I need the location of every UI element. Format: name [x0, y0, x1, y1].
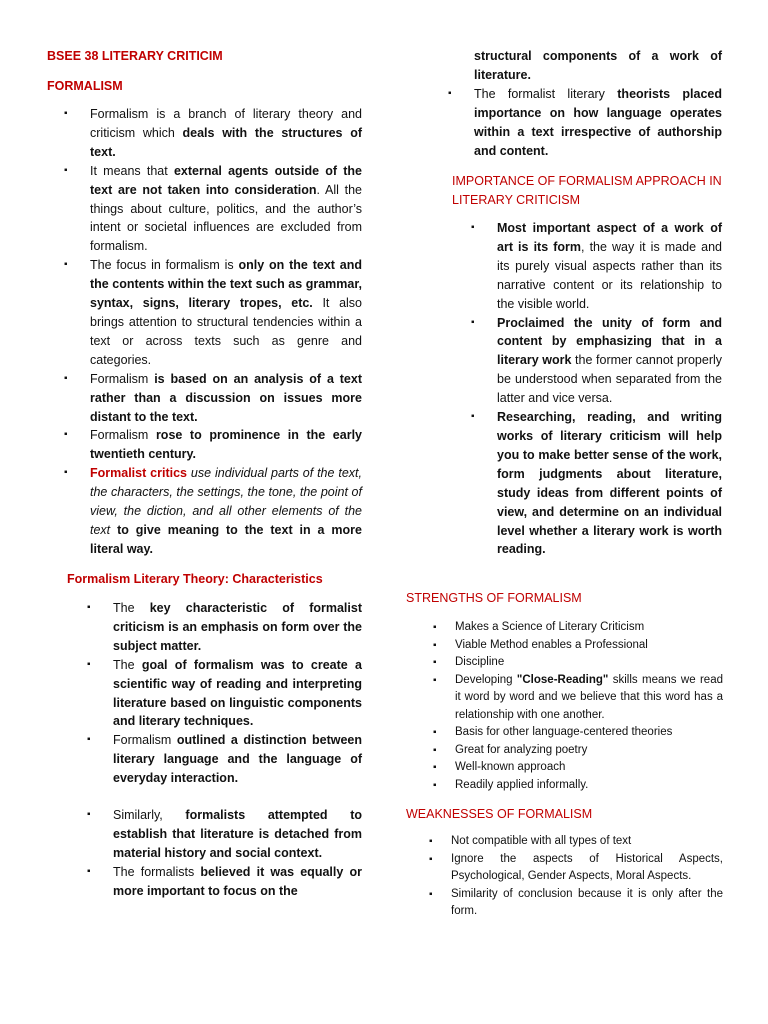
weaknesses-list [451, 833, 723, 921]
importance-list [497, 219, 722, 559]
list-item: ▪ The focus in formalism is only on the text and the contents within the text such as grammar, syntax, signs, literary tropes, etc. It also brings attention to structural tendencies within a text or across texts such as genre and categories. [90, 256, 362, 369]
characteristics-heading: Formalism Literary Theory: Characteristics [67, 572, 323, 586]
list-item: ▪ The key characteristic of formalist criticism is an emphasis on form over the subject matter. [113, 599, 362, 656]
list-item: ▪ Formalism outlined a distinction between literary language and the language of everyday interaction. [113, 731, 362, 788]
weaknesses-heading: WEAKNESSES OF FORMALISM [406, 807, 593, 821]
strengths-heading: STRENGTHS OF FORMALISM [406, 591, 582, 605]
list-item: ▪ It means that external agents outside of the text are not taken into consideration. All the things about culture, politics, and the author’s intent or societal influences are excluded from formalism. [90, 162, 362, 257]
list-item: ▪ Formalism is a branch of literary theory and criticism which deals with the structures of text. [90, 105, 362, 162]
list-item: ▪ The formalist literary theorists placed importance on how language operates within a text irrespective of authorship and content. [474, 85, 722, 161]
list-item: ▪ Basis for other language-centered theories [455, 724, 723, 742]
formalism-list [90, 105, 362, 559]
list-item: ▪ Proclaimed the unity of form and content by emphasizing that in a literary work the former cannot properly be understood when separated from the latter and vice versa. [497, 314, 722, 409]
list-item: ▪ Well-known approach [455, 759, 723, 777]
theorists-list [474, 85, 722, 161]
list-item: ▪ Readily applied informally. [455, 777, 723, 795]
list-item: ▪ Similarly, formalists attempted to establish that literature is detached from material history and social context. [113, 806, 362, 863]
list-item: ▪ Formalism rose to prominence in the early twentieth century. [90, 426, 362, 464]
list-item: ▪ Most important aspect of a work of art is its form, the way it is made and its purely visual aspects rather than its narrative content or its relationship to the visible world. [497, 219, 722, 314]
strengths-list [455, 619, 723, 794]
list-item: ▪ Ignore the aspects of Historical Aspects, Psychological, Gender Aspects, Moral Aspects. [451, 851, 723, 886]
list-item: ▪ The formalists believed it was equally or more important to focus on the [113, 863, 362, 901]
continuation-text: structural components of a work of literature. [474, 49, 722, 82]
list-item: ▪ Makes a Science of Literary Criticism [455, 619, 723, 637]
list-item: ▪ Developing "Close-Reading" skills means we read it word by word and we believe that this word has a relationship with one another. [455, 672, 723, 725]
characteristics-list [113, 599, 362, 901]
list-item: ▪ Discipline [455, 654, 723, 672]
list-item: ▪ Great for analyzing poetry [455, 742, 723, 760]
formalism-heading: FORMALISM [47, 79, 123, 93]
list-item: ▪ Formalist critics use individual parts of the text, the characters, the settings, the tone, the point of view, the diction, and all other elements of the text to give meaning to the text in a more literal way. [90, 464, 362, 559]
document-title: BSEE 38 LITERARY CRITICIM [47, 49, 223, 63]
list-item: ▪ The goal of formalism was to create a scientific way of reading and interpreting literature based on linguistic components and literary techniques. [113, 656, 362, 732]
list-item: ▪ Similarity of conclusion because it is only after the form. [451, 886, 723, 921]
list-item: ▪ Viable Method enables a Professional [455, 637, 723, 655]
list-item: ▪ Researching, reading, and writing works of literary criticism will help you to make better sense of the work, form judgments about literature, study ideas from different points of view, and determine on an individual level whether a literary work is worth reading. [497, 408, 722, 559]
list-item: ▪ Formalism is based on an analysis of a text rather than a discussion on issues more distant to the text. [90, 370, 362, 427]
list-item: ▪ Not compatible with all types of text [451, 833, 723, 851]
importance-heading: IMPORTANCE OF FORMALISM APPROACH IN LITERARY CRITICISM [452, 174, 722, 207]
